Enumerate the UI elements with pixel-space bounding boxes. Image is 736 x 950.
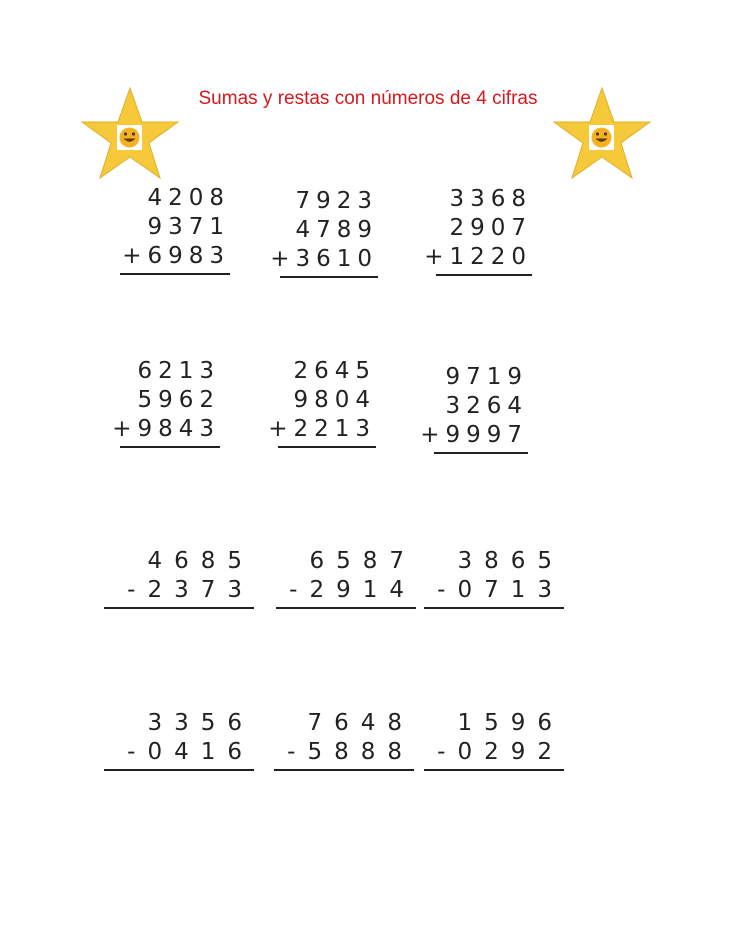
addition-problem [422, 185, 532, 276]
subtrahend: -5888 [287, 739, 414, 765]
addend: 9371 [147, 214, 230, 240]
minuend: 7648 [307, 710, 414, 736]
worksheet-title: Sumas y restas con números de 4 cifras [198, 88, 538, 109]
addend: 4789 [295, 217, 378, 243]
smiley-star-icon [552, 86, 652, 182]
addend: +6983 [122, 243, 230, 269]
subtraction-problem [424, 709, 564, 771]
subtraction-problem [424, 547, 564, 609]
answer-line [436, 274, 532, 276]
subtraction-problem [274, 709, 414, 771]
addend: 9804 [293, 387, 376, 413]
addition-problem [266, 187, 378, 278]
addition-problem [108, 184, 230, 275]
addend: 2645 [293, 358, 376, 384]
addition-problem [420, 363, 528, 454]
subtrahend: -0713 [437, 577, 564, 603]
subtraction-problem [104, 547, 254, 609]
answer-line [104, 607, 254, 609]
subtrahend: -0416 [127, 739, 254, 765]
answer-line [276, 607, 416, 609]
addend: 7923 [295, 188, 378, 214]
addend: +9843 [112, 416, 220, 442]
addend: +3610 [270, 246, 378, 272]
minuend: 6587 [309, 548, 416, 574]
subtraction-problem [276, 547, 416, 609]
subtrahend: -2914 [289, 577, 416, 603]
addend: +2213 [268, 416, 376, 442]
subtrahend: -2373 [127, 577, 254, 603]
addend: 9719 [445, 364, 528, 390]
answer-line [104, 769, 254, 771]
subtraction-problem [104, 709, 254, 771]
answer-line [274, 769, 414, 771]
answer-line [280, 276, 378, 278]
answer-line [120, 273, 230, 275]
answer-line [278, 446, 376, 448]
addition-problem [264, 357, 376, 448]
minuend: 3865 [457, 548, 564, 574]
addend: +1220 [424, 244, 532, 270]
addend: 3264 [445, 393, 528, 419]
addend: +9997 [420, 422, 528, 448]
minuend: 3356 [147, 710, 254, 736]
addend: 2907 [449, 215, 532, 241]
minuend: 4685 [147, 548, 254, 574]
answer-line [424, 769, 564, 771]
addend: 5962 [137, 387, 220, 413]
subtrahend: -0292 [437, 739, 564, 765]
answer-line [120, 446, 220, 448]
smiley-star-icon [80, 86, 180, 182]
addition-problem [108, 357, 220, 448]
answer-line [424, 607, 564, 609]
addend: 6213 [137, 358, 220, 384]
answer-line [434, 452, 528, 454]
minuend: 1596 [457, 710, 564, 736]
addend: 3368 [449, 186, 532, 212]
addend: 4208 [147, 185, 230, 211]
